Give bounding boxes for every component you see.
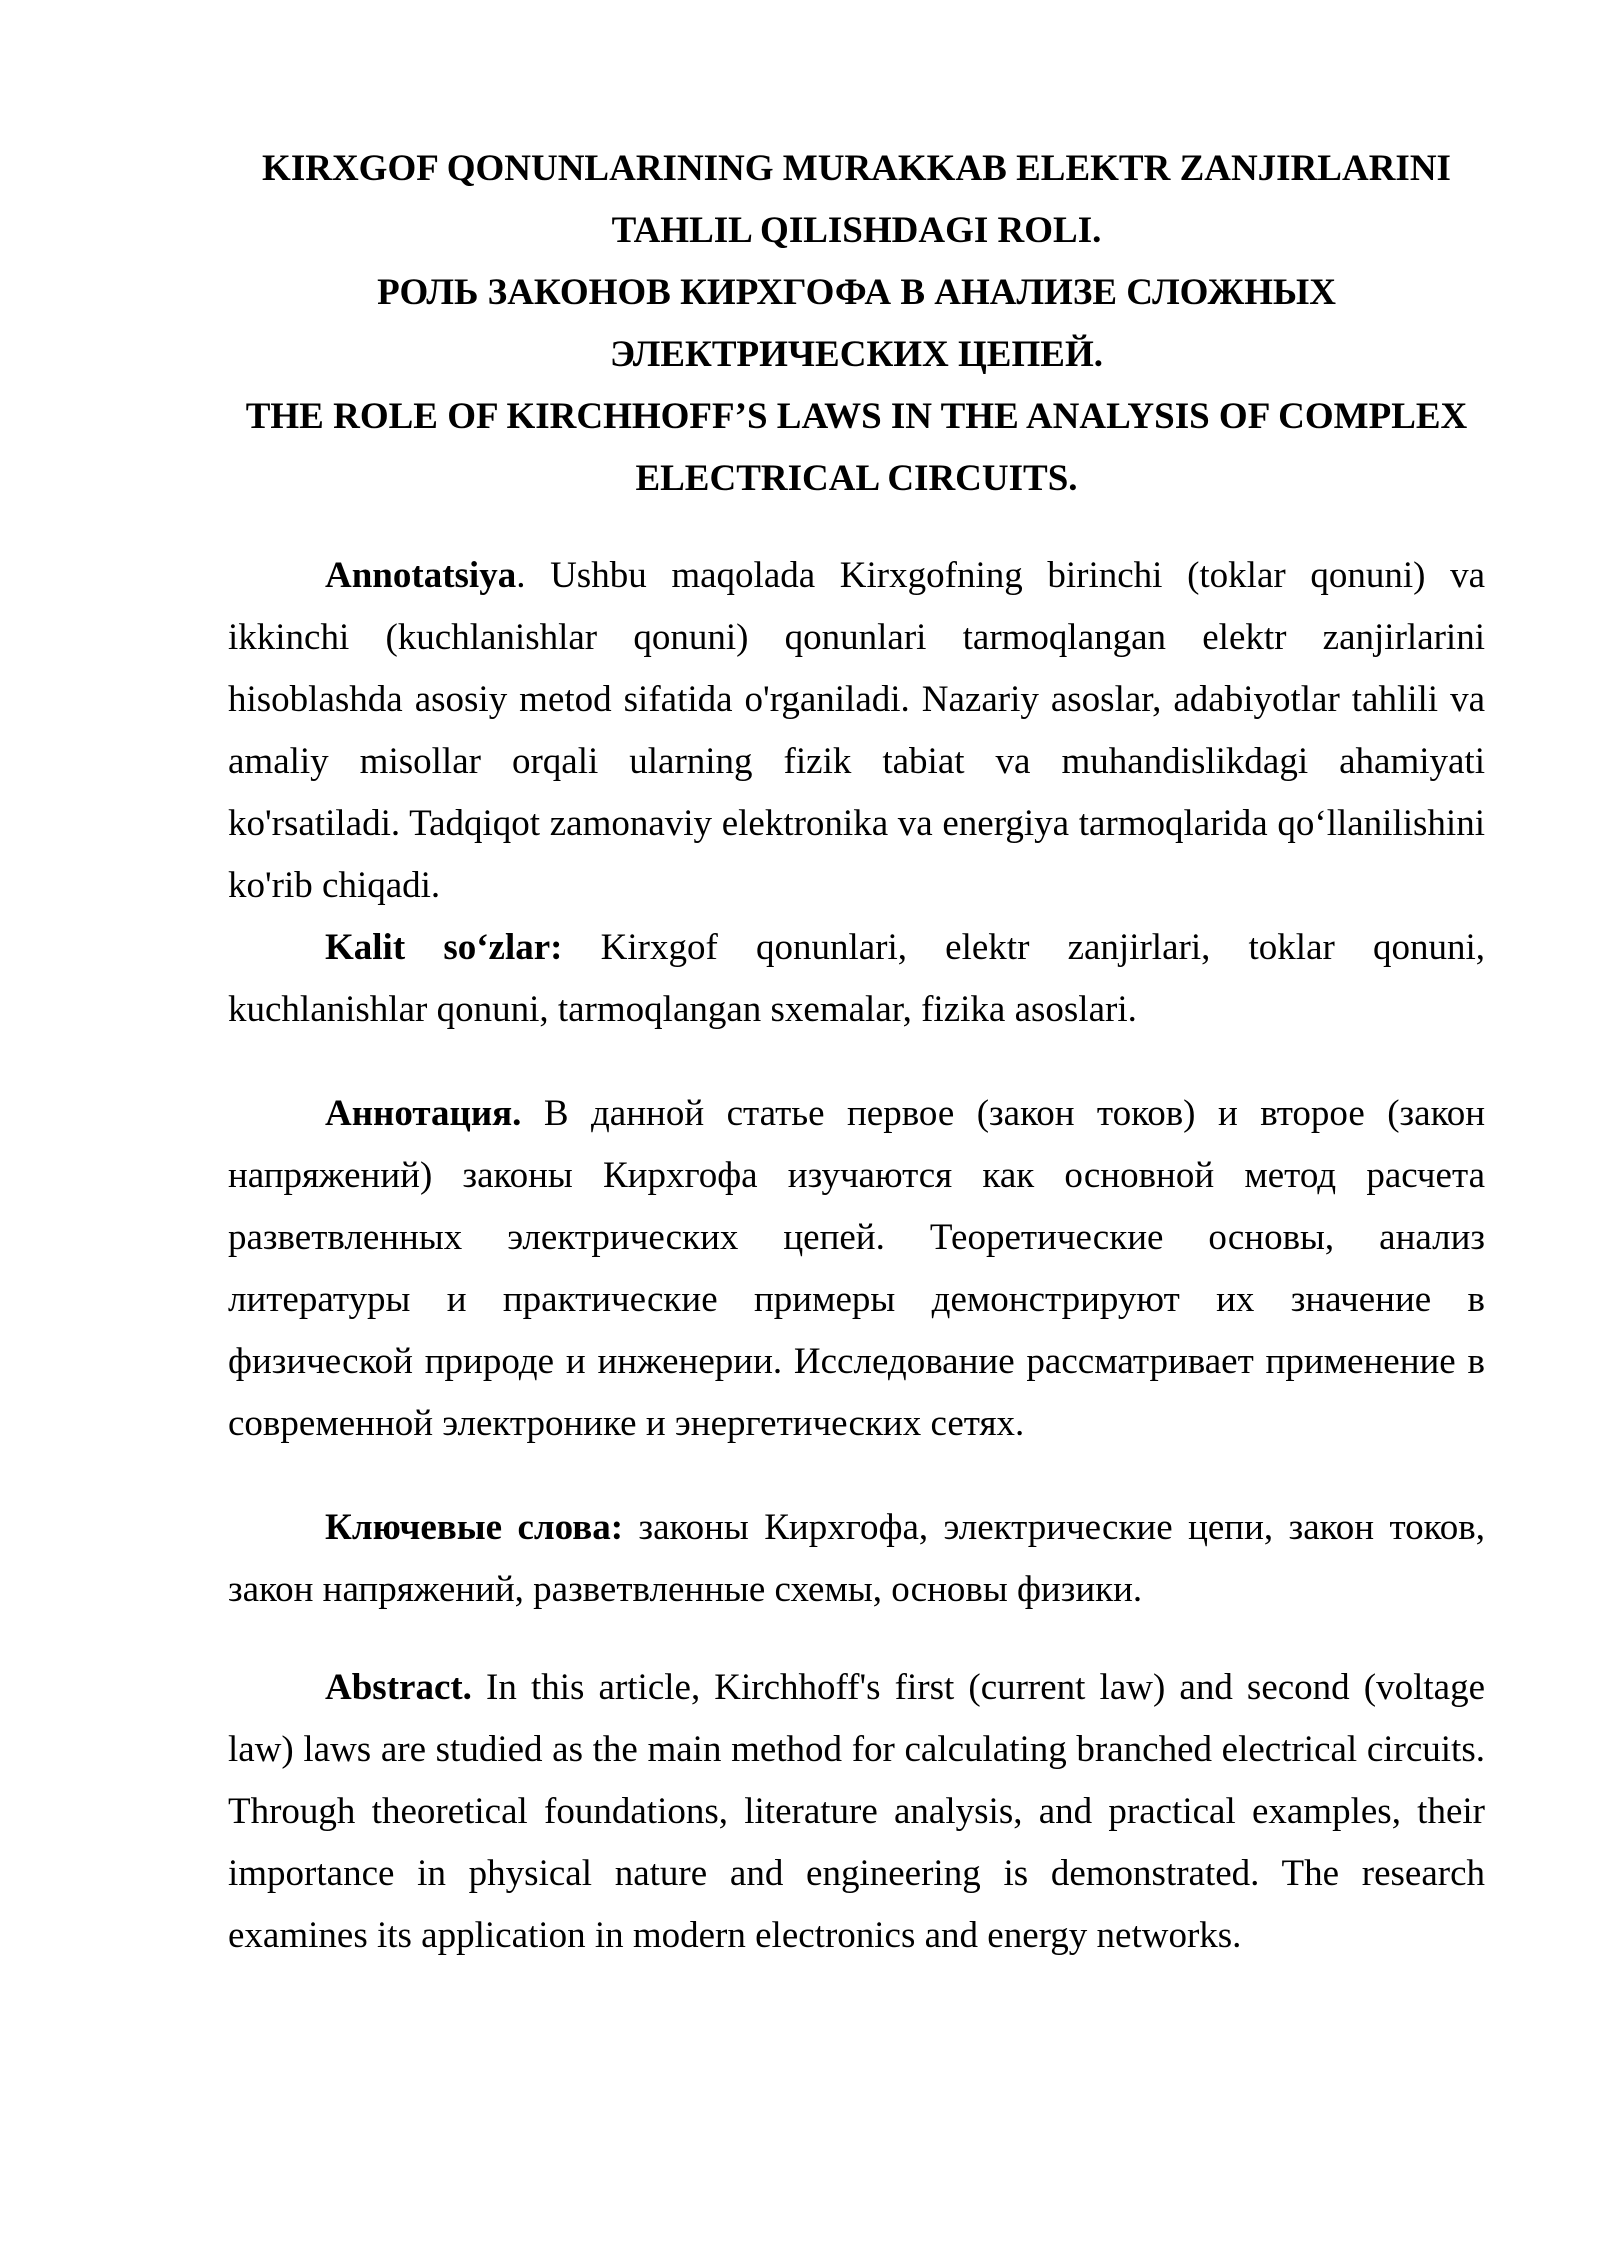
annotation-russian-text: В данной статье первое (закон токов) и второе (закон напряжений) законы Кирхгофа изучаются как основной метод расчета разветвленных электрических цепей. Теоретические основы, анализ литературы и практические примеры демонстрируют их значение в физической природе и инженерии. Исследование рассматривает применение в современной электронике и энергетических сетях. [228,1093,1485,1444]
paragraph-keywords-uzbek [228,917,1485,1041]
keywords-uzbek-label: Kalit soʻzlar: [325,927,563,968]
paragraph-annotation-russian [228,1083,1485,1455]
annotatsiya-text: . Ushbu maqolada Kirxgofning birinchi (toklar qonuni) va ikkinchi (kuchlanishlar qonuni) qonunlari tarmoqlangan elektr zanjirlarini hisoblashda asosiy metod sifatida o'rganiladi. Nazariy asoslar, adabiyotlar tahlili va amaliy misollar orqali ularning fizik tabiat va muhandislikdagi ahamiyati ko'rsatiladi. Tadqiqot zamonaviy elektronika va energiya tarmoqlarida qoʻllanilishini ko'rib chiqadi. [228,555,1485,906]
paragraph-annotatsiya [228,545,1485,917]
keywords-russian-label: Ключевые слова: [325,1507,624,1548]
title-uzbek: KIRXGOF QONUNLARINING MURAKKAB ELEKTR ZANJIRLARINI TAHLIL QILISHDAGI ROLI. [262,148,1451,251]
annotatsiya-label: Annotatsiya [325,555,517,596]
abstract-english-text: In this article, Kirchhoff's first (current law) and second (voltage law) laws are studied as the main method for calculating branched electrical circuits. Through theoretical foundations, literature analysis, and practical examples, their importance in physical nature and engineering is demonstrated. The research examines its application in modern electronics and energy networks. [228,1667,1485,1956]
paragraph-keywords-russian [228,1497,1485,1621]
abstract-english-label: Abstract. [325,1667,472,1708]
annotation-russian-label: Аннотация. [325,1093,522,1134]
keywords-uzbek-text: Kirxgof qonunlari, elektr zanjirlari, toklar qonuni, kuchlanishlar qonuni, tarmoqlangan sxemalar, fizika asoslari. [228,927,1485,1030]
paragraph-abstract-english [228,1657,1485,1967]
title-russian: РОЛЬ ЗАКОНОВ КИРХГОФА В АНАЛИЗЕ СЛОЖНЫХ ЭЛЕКТРИЧЕСКИХ ЦЕПЕЙ. [377,272,1336,375]
keywords-russian-text: законы Кирхгофа, электрические цепи, закон токов, закон напряжений, разветвленные схемы, основы физики. [228,1507,1485,1610]
title-english: THE ROLE OF KIRCHHOFF’S LAWS IN THE ANALYSIS OF COMPLEX ELECTRICAL CIRCUITS. [245,396,1468,499]
